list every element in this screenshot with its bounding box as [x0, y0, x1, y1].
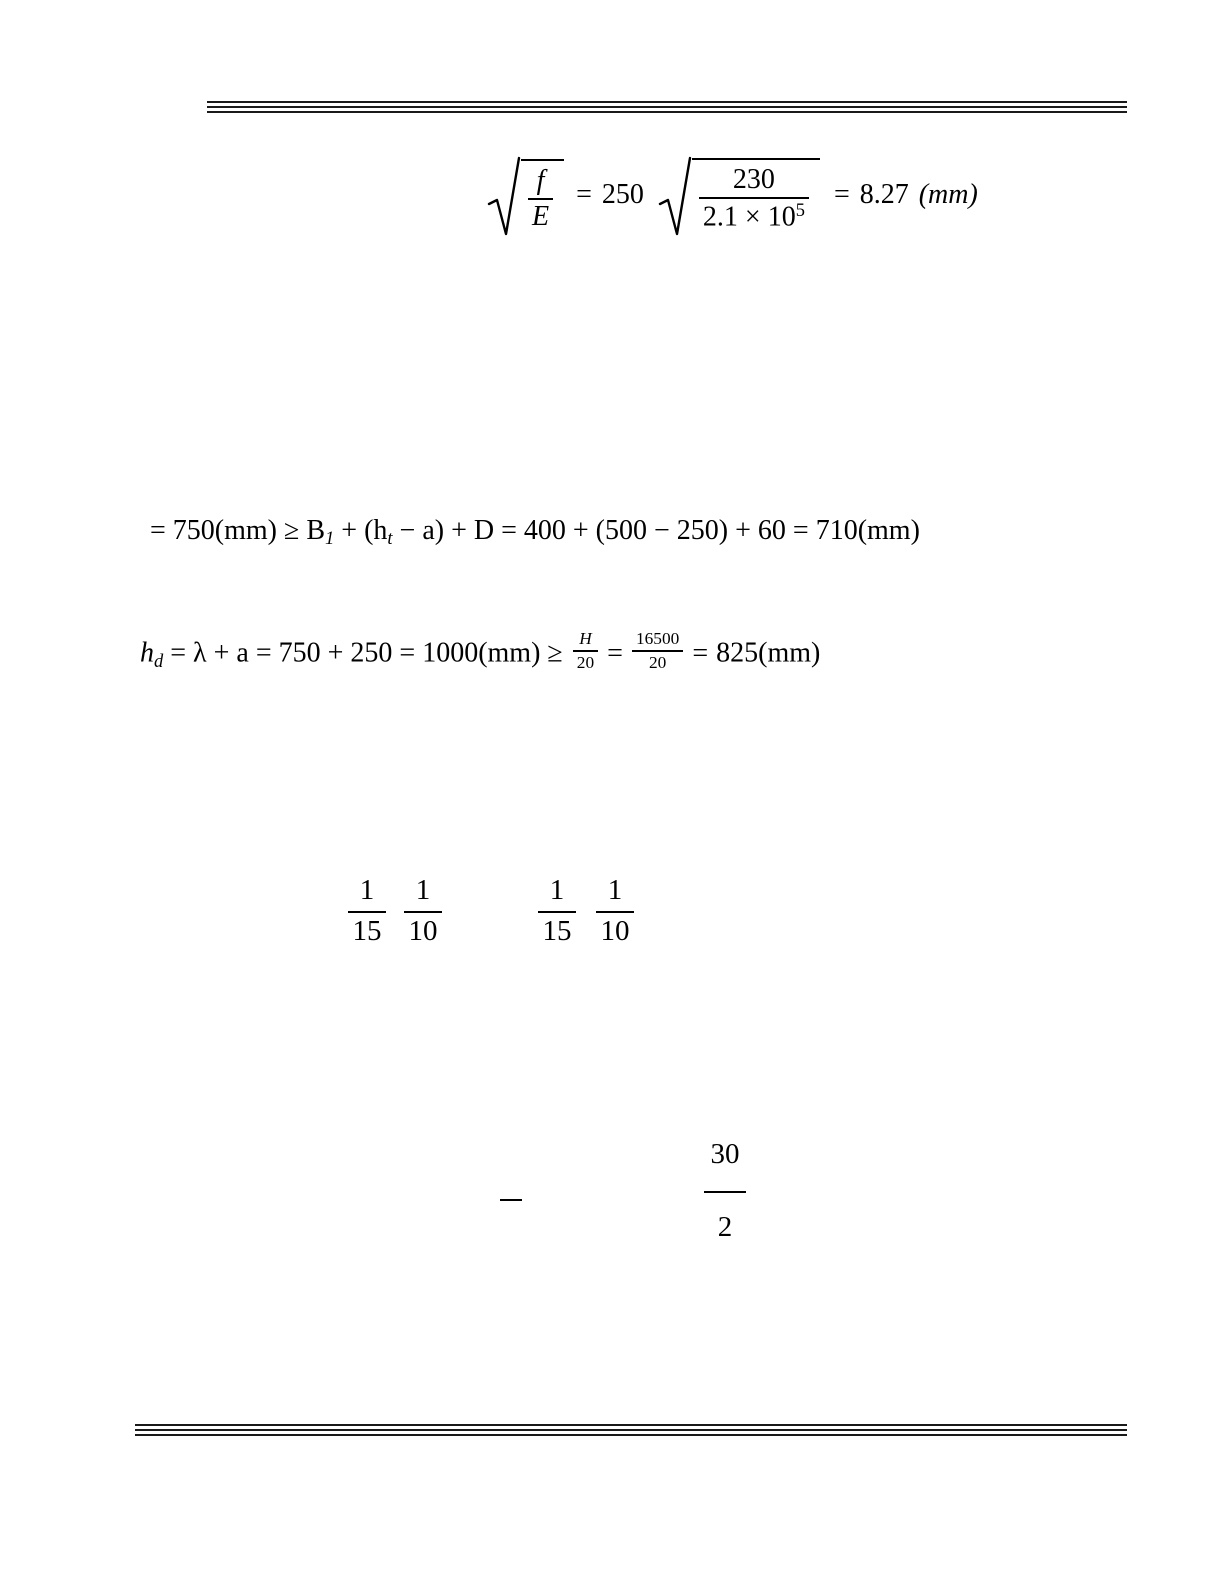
radical-sign-icon — [487, 152, 521, 238]
denominator-group: $2.1 \times 10^5$ — [702, 199, 805, 233]
coefficient-250: 250 — [601, 179, 644, 210]
radical-right-body — [692, 158, 820, 231]
fraction-bar — [699, 197, 809, 199]
fraction-1-10-a: 1 10 — [400, 876, 446, 946]
result-unit: (mm) — [918, 179, 978, 210]
bottom-double-rule — [135, 1424, 1127, 1436]
fraction-bar — [596, 911, 634, 913]
radical-left-body — [521, 159, 564, 231]
radical-right — [658, 152, 820, 238]
rule-line — [135, 1434, 1127, 1436]
fraction-bar — [573, 650, 598, 652]
fraction-bar — [348, 911, 386, 913]
equals-sign-2: = — [833, 179, 850, 210]
fraction-bar — [704, 1191, 746, 1193]
radical-left — [487, 152, 564, 238]
radical-sign-icon — [658, 152, 692, 238]
fraction-30-over-2: 30 2 — [700, 1140, 750, 1242]
equation-hd: $h_d = \lambda + a = 750 + 250 = 1000(mm)$ ≥ $\frac{H}{20}$ = $\frac{16500}{20}$ = 825(mm) — [140, 629, 821, 673]
stray-dash-mark — [500, 1199, 522, 1201]
fraction-1-15-b: 1 15 — [534, 876, 580, 946]
equation-sqrt-f-over-e — [487, 152, 978, 238]
equals-sign-1: = — [576, 179, 592, 210]
fraction-bar — [404, 911, 442, 913]
eq2-part1: = 750(mm) ≥ B — [150, 515, 326, 546]
fraction-16500-over-20: $\frac{16500}{20}$ — [632, 630, 683, 672]
result-value: 8.27 — [859, 179, 909, 210]
fraction-f-over-e: $\frac{f}{E}$ — [528, 166, 553, 231]
fraction-230-over-21e5: $\frac{230}{2.1 \times 10^5}$ — [699, 165, 809, 231]
fraction-h-over-20: $\frac{H}{20}$ — [573, 630, 598, 672]
fraction-1-10-b: 1 10 — [592, 876, 638, 946]
rule-line — [207, 111, 1127, 113]
fraction-bar — [528, 198, 553, 200]
fraction-bar — [538, 911, 576, 913]
top-double-rule — [207, 101, 1127, 113]
fraction-1-15-a: 1 15 — [344, 876, 390, 946]
fraction-bar — [632, 650, 683, 652]
equation-lambda-check: = $750(mm) \ge B_1 + (h_t - a) + D = 400 + (500 - 250) + 60 = 710(mm)$ — [150, 515, 920, 549]
